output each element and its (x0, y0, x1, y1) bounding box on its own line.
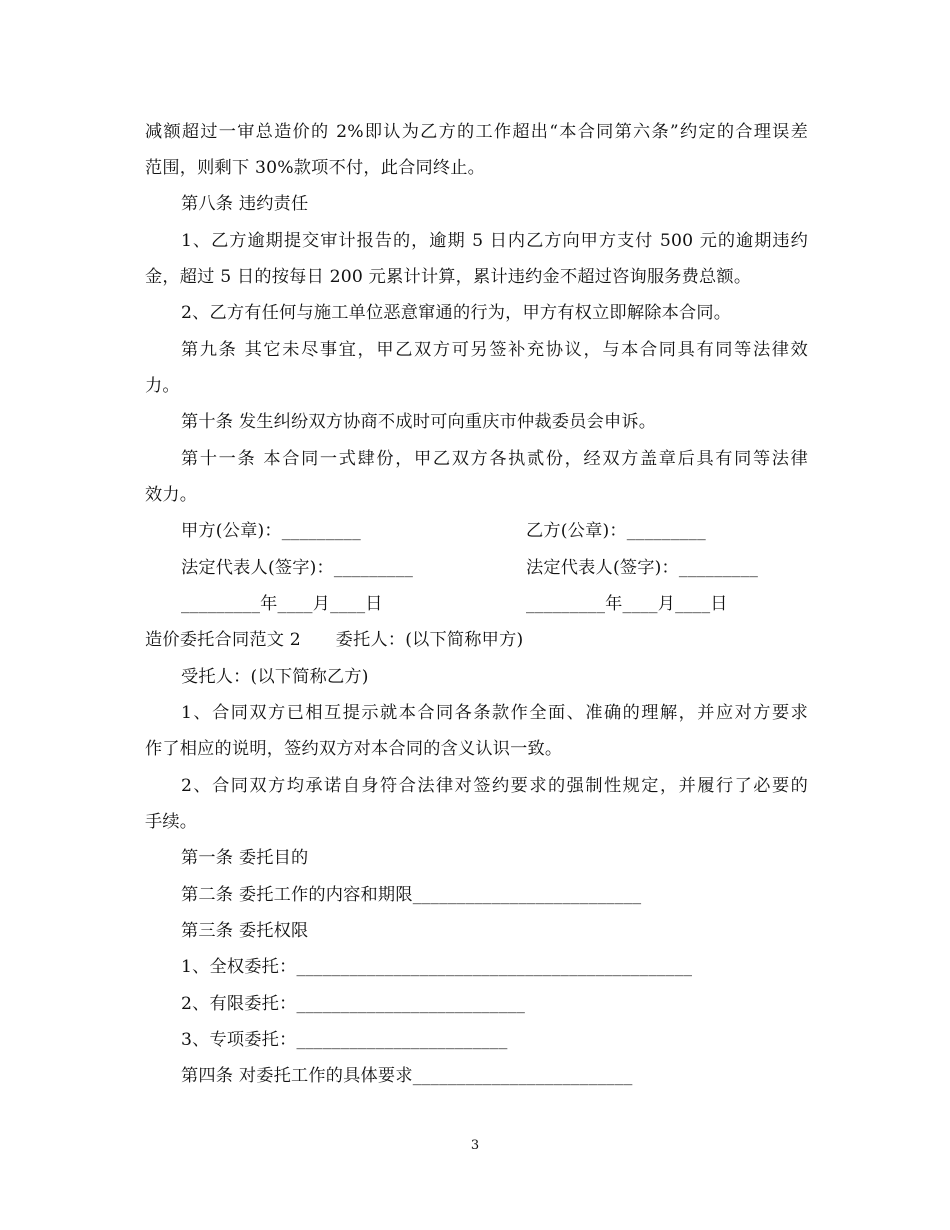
party-b-date-field: _________年____月____日 (526, 594, 728, 614)
contract-title-line: 造价委托合同范文 2 委托人：(以下简称甲方) (145, 630, 524, 650)
body-text-line: 第十条 发生纠纷双方协商不成时可向重庆市仲裁委员会申诉。 (181, 412, 657, 432)
body-text-line: 金，超过 5 日的按每日 200 元累计计算，累计违约金不超过咨询服务费总额。 (145, 267, 752, 287)
party-a-seal-field: 甲方(公章)：_________ (181, 521, 361, 541)
body-text-line: 第九条 其它未尽事宜，甲乙双方可另签补充协议，与本合同具有同等法律效 (181, 340, 808, 360)
party-a-representative-field: 法定代表人(签字)：_________ (181, 558, 414, 578)
body-text-line: 减额超过一审总造价的 2%即认为乙方的工作超出“本合同第六条”约定的合理误差 (145, 122, 808, 142)
body-text-line: 3、专项委托：________________________ (181, 1030, 508, 1050)
section-heading: 第三条 委托权限 (181, 921, 309, 941)
body-text-line: 1、合同双方已相互提示就本合同各条款作全面、准确的理解，并应对方要求 (181, 703, 808, 723)
party-b-seal-field: 乙方(公章)：_________ (526, 521, 706, 541)
body-text-line: 范围，则剩下 30%款项不付，此合同终止。 (145, 158, 486, 178)
body-text-line: 手续。 (145, 812, 198, 832)
body-text-line: 2、乙方有任何与施工单位恶意窜通的行为，甲方有权立即解除本合同。 (181, 303, 732, 323)
body-text-line: 受托人：(以下简称乙方) (181, 667, 369, 687)
party-a-date-field: _________年____月____日 (181, 594, 383, 614)
body-text-line: 2、有限委托：__________________________ (181, 994, 526, 1014)
body-text-line: 2、合同双方均承诺自身符合法律对签约要求的强制性规定，并履行了必要的 (181, 776, 808, 796)
body-text-line: 1、乙方逾期提交审计报告的，逾期 5 日内乙方向甲方支付 500 元的逾期违约 (181, 231, 808, 251)
body-text-line: 1、全权委托：_____________________________________________ (181, 957, 693, 977)
section-heading: 第一条 委托目的 (181, 848, 309, 868)
body-text-line: 效力。 (145, 485, 198, 505)
body-text-line: 作了相应的说明，签约双方对本合同的含义认识一致。 (145, 739, 563, 759)
body-text-line: 力。 (145, 376, 180, 396)
party-b-representative-field: 法定代表人(签字)：_________ (526, 558, 759, 578)
section-heading: 第二条 委托工作的内容和期限__________________________ (181, 885, 642, 905)
page-number: 3 (470, 1138, 480, 1153)
section-heading: 第八条 违约责任 (181, 194, 309, 214)
body-text-line: 第十一条 本合同一式肆份，甲乙双方各执贰份，经双方盖章后具有同等法律 (181, 449, 808, 469)
section-heading: 第四条 对委托工作的具体要求_________________________ (181, 1066, 633, 1086)
